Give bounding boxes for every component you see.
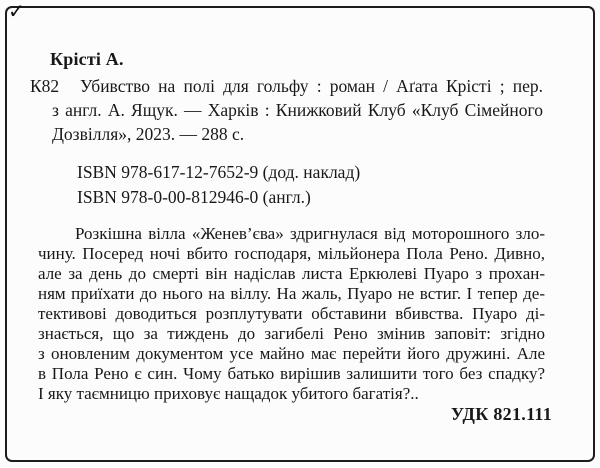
annotation-line: але за день до смерті він надіслав листа Еркюлеві Пуаро з прохан- (38, 264, 545, 283)
isbn-line: ISBN 978-617-12-7652-9 (дод. наклад) (77, 162, 361, 182)
author-heading: Крісті А. (50, 49, 124, 69)
annotation-line: в Пола Рено є син. Чому батько вирішив залишити того без спадку? (38, 364, 545, 383)
annotation-line: знається, що за тиждень до загибелі Рено змінив заповіт: згідно (38, 324, 545, 343)
annotation-line: І яку таємницю приховує нащадок убитого багатія?.. (38, 384, 419, 403)
annotation-paragraph (38, 224, 545, 404)
annotation-line: з оновленим документом усе майно має перейти його дружині. Але (38, 344, 545, 363)
annotation-line: ням приїхати до нього на віллу. На жаль, Пуаро не встиг. І тепер де- (38, 284, 545, 303)
catalog-entry-line: Убивство на полі для гольфу : роман / Аґата Крісті ; пер. (80, 76, 543, 96)
annotation-line: Розкішна вілла «Женев’єва» здригнулася від моторошного зло- (75, 224, 545, 243)
isbn-line: ISBN 978-0-00-812946-0 (англ.) (77, 187, 311, 207)
annotation-line: чину. Посеред ночі вбито господаря, мільйонера Пола Рено. Дивно, (38, 244, 545, 263)
catalog-entry-line: Дозвілля», 2023. — 288 с. (52, 124, 245, 144)
checkmark-pen-mark-icon: ✓ (8, 0, 25, 23)
catalog-entry-line: з англ. А. Ящук. — Харків : Книжковий Клуб «Клуб Сімейного (52, 100, 543, 120)
library-class-code: К82 (30, 76, 60, 96)
udk-code: УДК 821.111 (450, 404, 552, 424)
annotation-line: тективові доводиться розплутувати обставини вбивства. Пуаро ді- (38, 304, 545, 323)
